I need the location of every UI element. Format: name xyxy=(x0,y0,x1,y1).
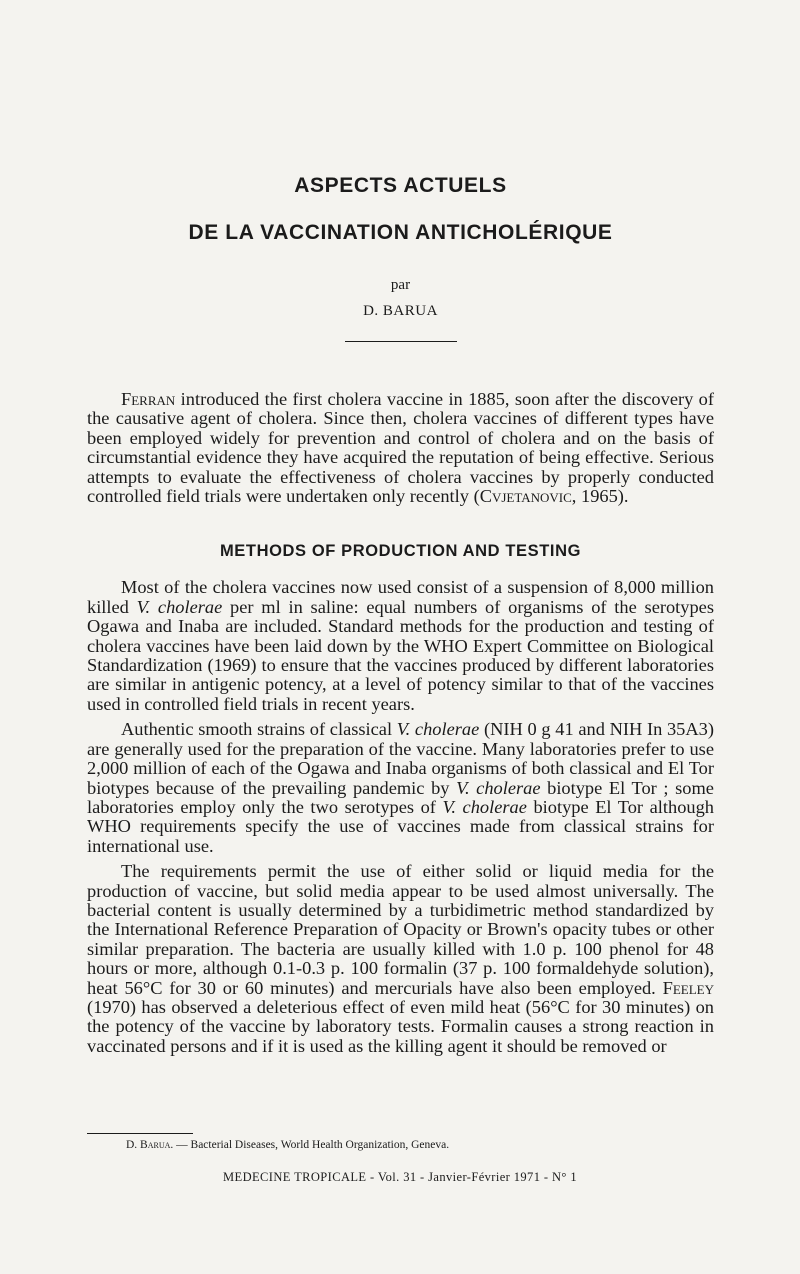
footnote-text: . — Bacterial Diseases, World Health Organization, Geneva. xyxy=(170,1139,450,1151)
author-ref-cvjetanovic: Cvjetanovic xyxy=(479,486,572,507)
paragraph-1 xyxy=(87,578,714,714)
species-name: V. cholerae xyxy=(456,777,541,798)
intro-paragraph xyxy=(87,390,714,506)
section-heading: METHODS OF PRODUCTION AND TESTING xyxy=(219,542,582,561)
article-title-line-2: DE LA VACCINATION ANTICHOLÉRIQUE xyxy=(188,221,613,244)
species-name: V. cholerae xyxy=(136,596,223,617)
intro-text-b: , 1965). xyxy=(571,486,629,507)
byline-par: par xyxy=(390,277,411,293)
author-name: D. BARUA xyxy=(363,303,438,319)
author-ref-feeley: Feeley xyxy=(662,977,714,998)
species-name: V. cholerae xyxy=(442,796,527,817)
p3-text-b: (1970) has observed a deleterious effect of even mild heat (56°C for 30 minutes) on the potency of the vaccine by laboratory tests. Formalin causes a strong reaction in vaccinated persons and if it is used as the killing agent it should be removed or xyxy=(87,996,714,1056)
author-footnote xyxy=(126,1138,449,1153)
p1-text-b: per ml in saline: equal numbers of organisms of the serotypes Ogawa and Inaba are included. Standard methods for the production and testing of cholera vaccines have been laid down by the WHO Expert Committee on Biological Standardization (1969) to ensure that the vaccines produced by different laboratories are similar in antigenic potency, at a level of potency similar to that of the vaccines used in controlled field trials in recent years. xyxy=(87,596,714,714)
intro-text-a: introduced the first cholera vaccine in 1885, soon after the discovery of the causative agent of cholera. Since then, cholera vaccines of different types have been employed widely for prevention and control of cholera and on the basis of circumstantial evidence they have acquired the reputation of being effective. Serious attempts to evaluate the effectiveness of cholera vaccines by properly conducted controlled field trials were undertaken only recently ( xyxy=(87,389,714,507)
footnote-divider xyxy=(87,1133,193,1134)
author-ref-ferran: Ferran xyxy=(121,389,176,409)
title-divider xyxy=(345,341,457,342)
species-name: V. cholerae xyxy=(396,719,480,740)
article-title-line-1: ASPECTS ACTUELS xyxy=(294,174,507,197)
p1-text-a: Most of the cholera vaccines now used consist of a suspension of 8,000 million killed xyxy=(87,577,714,617)
p2-text-c: biotype El Tor ; some laboratories employ only the two serotypes of xyxy=(87,777,714,817)
p2-text-a: Authentic smooth strains of classical xyxy=(121,719,397,740)
paragraph-3 xyxy=(87,862,714,1056)
p3-text-a: The requirements permit the use of either solid or liquid media for the production of vaccine, but solid media appear to be used almost universally. The bacterial content is usually determined by a turbidimetric method standardized by the International Reference Preparation of Opacity or Brown's opacity tubes or other similar preparation. The bacteria are usually killed with 1.0 p. 100 phenol for 48 hours or more, although 0.1-0.3 p. 100 formalin (37 p. 100 formaldehyde solution), heat 56°C for 30 or 60 minutes) and mercurials have also been employed. xyxy=(87,861,714,998)
journal-footer: MEDECINE TROPICALE - Vol. 31 - Janvier-Février 1971 - N° 1 xyxy=(223,1170,577,1184)
p2-text-b: (NIH 0 g 41 and NIH In 35A3) are generally used for the preparation of the vaccine. Many laboratories prefer to use 2,000 million of each of the Ogawa and Inaba organisms of both classical and El Tor biotypes because of the prevailing pandemic by xyxy=(87,719,714,798)
footnote-author: D. Barua xyxy=(126,1139,171,1151)
paragraph-2 xyxy=(87,720,714,856)
p2-text-d: biotype El Tor although WHO requirements specify the use of vaccines made from classical strains for international use. xyxy=(87,796,714,856)
